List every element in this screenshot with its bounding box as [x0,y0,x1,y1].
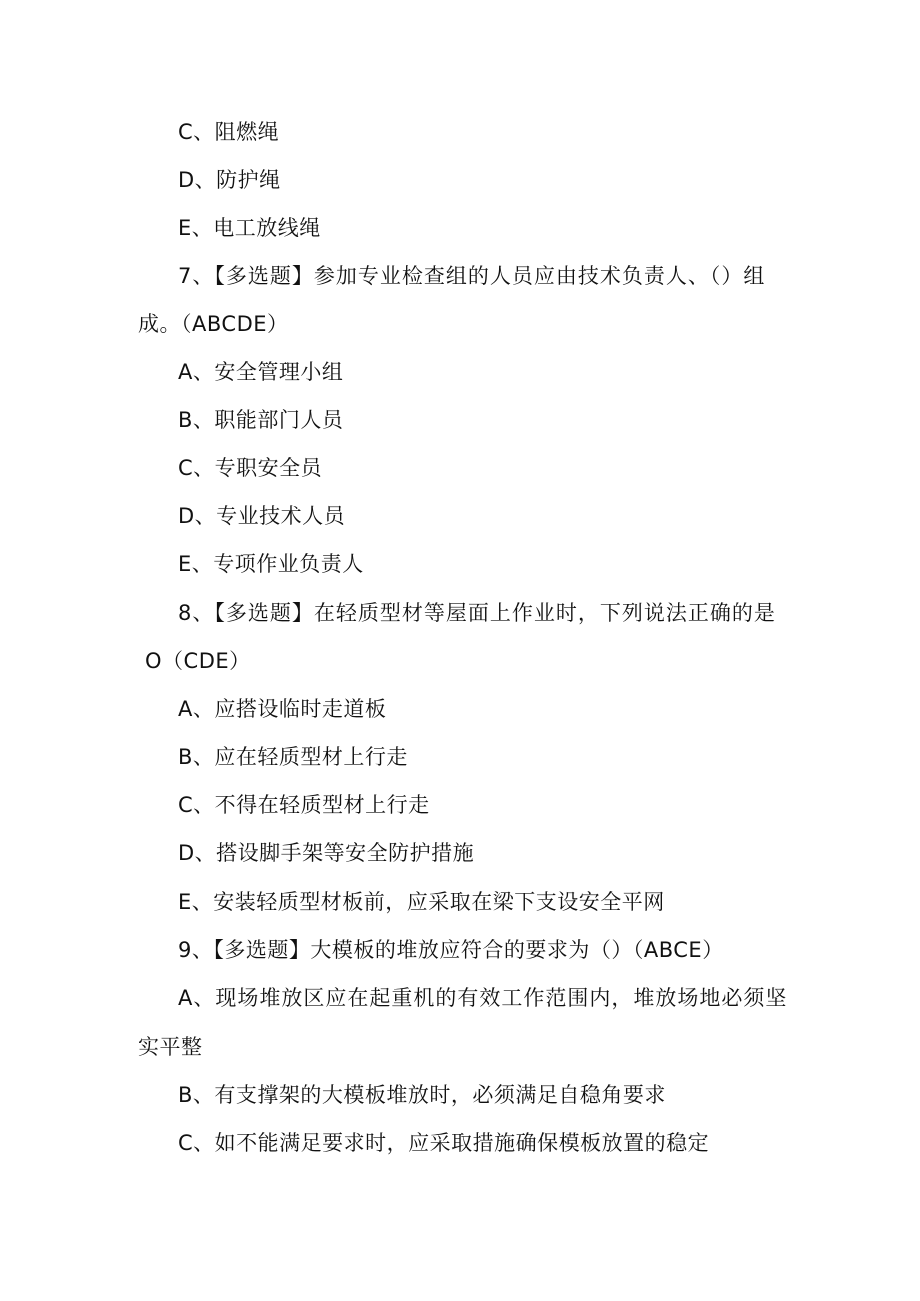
question-7-line-1: 7、【多选题】参加专业检查组的人员应由技术负责人、（）组 [178,264,766,288]
option-d-line: D、防护绳 [178,168,281,192]
question-7-option-e: E、专项作业负责人 [178,552,364,576]
option-c-line: C、阻燃绳 [178,120,280,144]
question-9-line-1: 9、【多选题】大模板的堆放应符合的要求为（）（ABCE） [178,938,724,962]
question-8-option-e: E、安装轻质型材板前，应采取在梁下支设安全平网 [178,890,665,914]
question-9-option-b: B、有支撑架的大模板堆放时，必须满足自稳角要求 [178,1083,666,1107]
question-9-option-a-line-2: 实平整 [138,1035,203,1059]
question-7-option-a: A、安全管理小组 [178,360,344,384]
question-7-option-b: B、职能部门人员 [178,408,344,432]
question-8-option-d: D、搭设脚手架等安全防护措施 [178,841,475,865]
question-7-option-c: C、专职安全员 [178,456,323,480]
question-9-option-c: C、如不能满足要求时，应采取措施确保模板放置的稳定 [178,1131,710,1155]
question-8-option-b: B、应在轻质型材上行走 [178,745,408,769]
question-7-line-2: 成。（ABCDE） [138,312,289,336]
question-8-option-a: A、应搭设临时走道板 [178,697,387,721]
question-8-option-c: C、不得在轻质型材上行走 [178,793,430,817]
option-e-line: E、电工放线绳 [178,216,321,240]
question-7-option-d: D、专业技术人员 [178,504,346,528]
question-8-line-2: O（CDE） [145,649,251,673]
question-8-line-1: 8、【多选题】在轻质型材等屋面上作业时，下列说法正确的是 [178,601,776,625]
question-9-option-a-line-1: A、现场堆放区应在起重机的有效工作范围内，堆放场地必须坚 [178,986,788,1010]
